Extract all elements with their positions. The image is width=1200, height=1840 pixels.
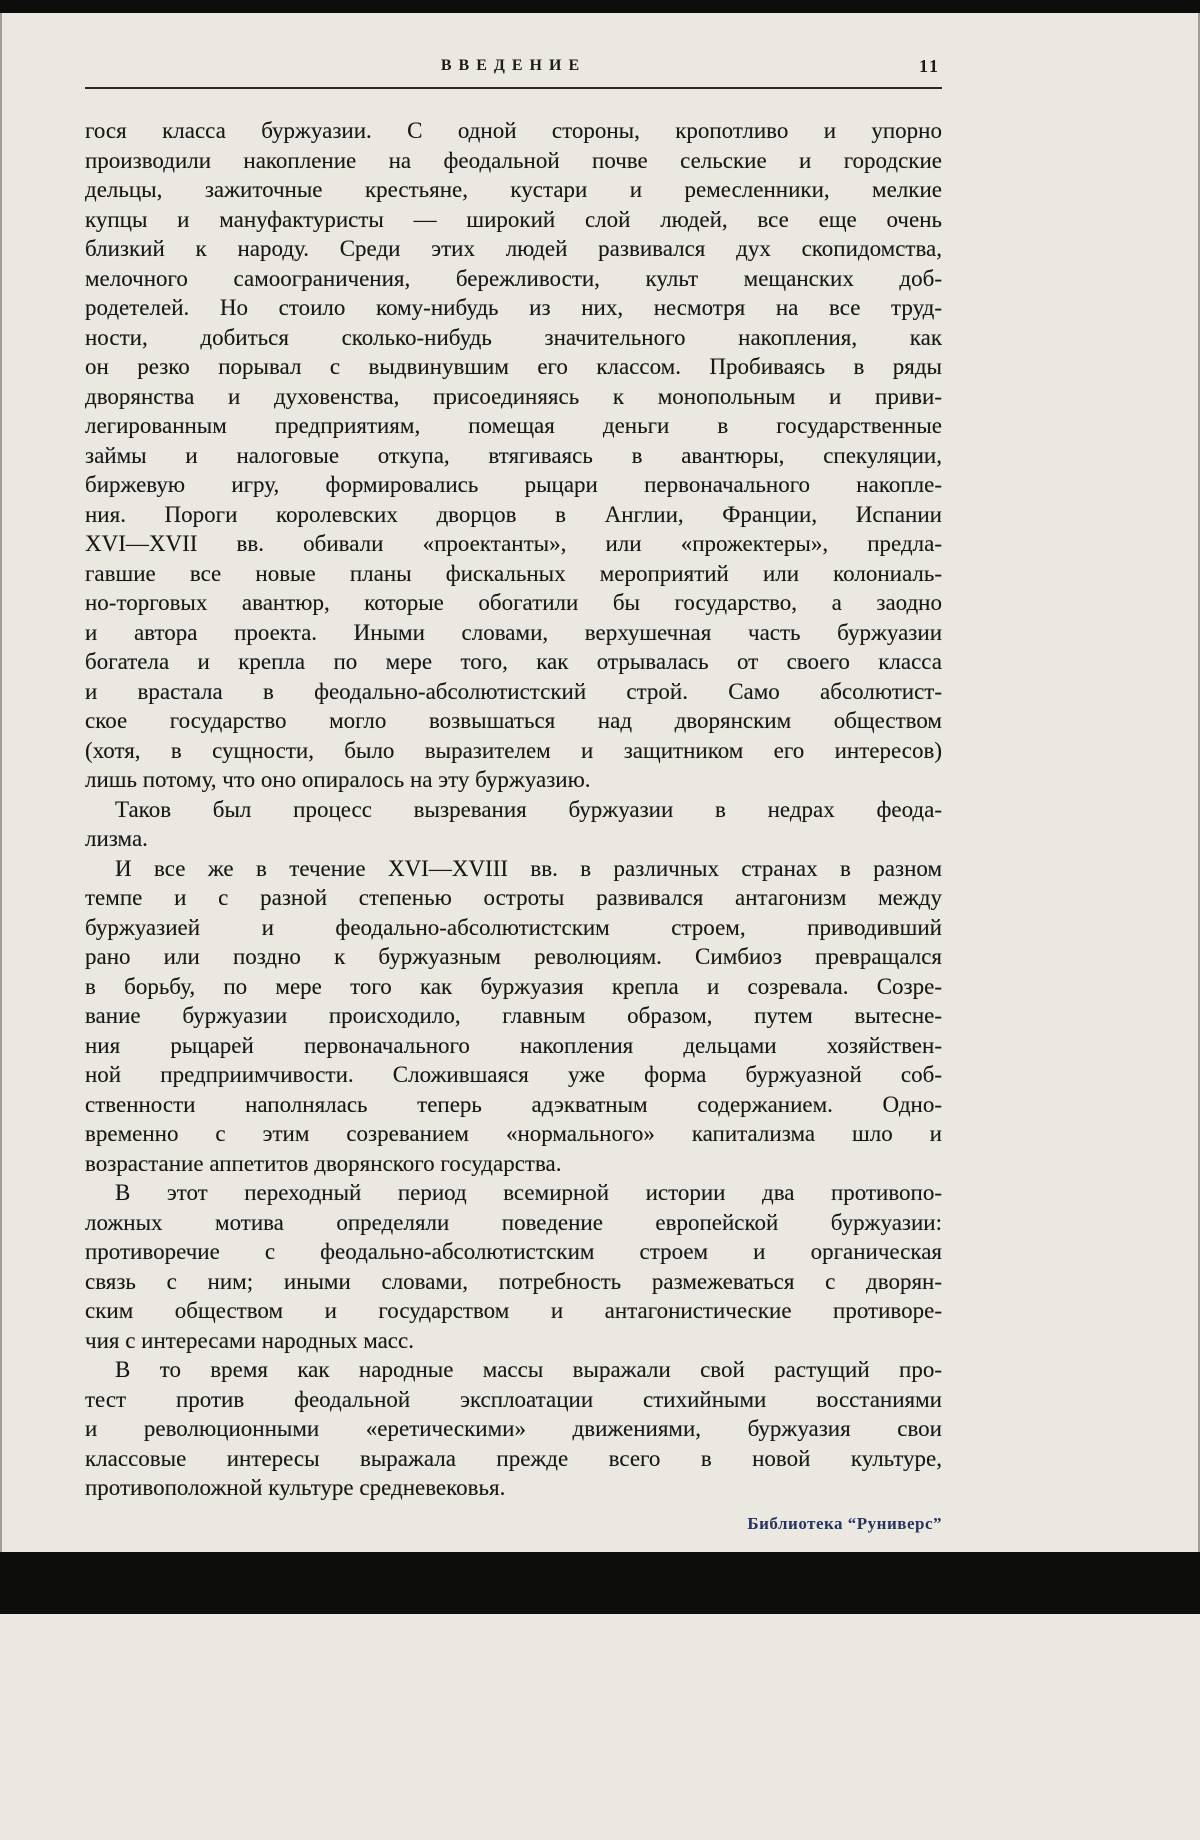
text-line: в борьбу, по мере того как буржуазия крепла и созревала. Созре- [85, 973, 942, 999]
text-line: мелочного самоограничения, бережливости, культ мещанских доб- [85, 265, 942, 291]
text-line: гавшие все новые планы фискальных мероприятий или колониаль- [85, 560, 942, 586]
text-line: чия с интересами народных масс. [85, 1327, 414, 1353]
scan-edge-top [0, 0, 1200, 13]
text-line: дворянства и духовенства, присоединяясь к монопольным и приви- [85, 383, 942, 409]
text-line: и революционными «еретическими» движениями, буржуазия свои [85, 1416, 942, 1441]
paragraph [85, 795, 942, 854]
page-header [85, 57, 942, 83]
text-line: В этот переходный период всемирной истории два противопо- [115, 1180, 942, 1205]
text-line: ложных мотива определяли поведение европейской буржуазии: [85, 1209, 942, 1235]
page-number: 11 [918, 56, 940, 76]
text-line: XVI—XVII вв. обивали «проектанты», или «прожектеры», предла- [85, 531, 942, 556]
text-line: купцы и мануфактуристы — широкий слой людей, все еще очень [85, 206, 942, 232]
text-line: возрастание аппетитов дворянского государства. [85, 1150, 562, 1176]
text-line: лизма. [85, 826, 148, 851]
paragraph [85, 1178, 942, 1355]
text-line: связь с ним; иными словами, потребность размежеваться с дворян- [85, 1268, 942, 1294]
text-line: тест против феодальной эксплоатации стихийными восстаниями [85, 1386, 942, 1412]
text-line: (хотя, в сущности, было выразителем и защитником его интересов) [85, 737, 942, 763]
text-line: близкий к народу. Среди этих людей развивался дух скопидомства, [85, 236, 942, 261]
text-line: буржуазией и феодально-абсолютистским строем, приводивший [85, 914, 942, 940]
body-text [85, 116, 942, 1503]
paragraph [85, 854, 942, 1179]
text-line: И все же в течение XVI—XVIII вв. в различных странах в разном [115, 855, 942, 881]
scan-edge-bottom [0, 1552, 1200, 1614]
text-line: темпе и с разной степенью остроты развивался антагонизм между [85, 885, 942, 910]
text-line: Таков был процесс вызревания буржуазии в недрах феода- [115, 796, 942, 822]
text-line: классовые интересы выражала прежде всего в новой культуре, [85, 1445, 942, 1471]
text-line: ной предприимчивости. Сложившаяся уже форма буржуазной соб- [85, 1062, 942, 1087]
text-line: и врастала в феодально-абсолютистский строй. Само абсолютист- [85, 678, 942, 704]
text-line: вание буржуазии происходило, главным образом, путем вытесне- [85, 1003, 942, 1028]
text-line: производили накопление на феодальной почве сельские и городские [85, 147, 942, 173]
text-line: и автора проекта. Иными словами, верхушечная часть буржуазии [85, 619, 942, 645]
text-line: богатела и крепла по мере того, как отрывалась от своего класса [85, 649, 942, 674]
text-line: ским обществом и государством и антагонистические противоре- [85, 1298, 942, 1323]
text-line: В то время как народные массы выражали свой растущий про- [115, 1357, 942, 1382]
text-line: займы и налоговые откупа, втягиваясь в авантюры, спекуляции, [85, 442, 942, 468]
text-line: дельцы, зажиточные крестьяне, кустари и ремесленники, мелкие [85, 177, 942, 202]
text-line: ния рыцарей первоначального накопления дельцами хозяйствен- [85, 1032, 942, 1058]
text-line: биржевую игру, формировались рыцари первоначального накопле- [85, 472, 942, 497]
text-line: родетелей. Но стоило кому-нибудь из них, несмотря на все труд- [85, 295, 942, 320]
text-line: рано или поздно к буржуазным революциям. Симбиоз превращался [85, 944, 942, 969]
page-footer [85, 1514, 942, 1534]
paragraph [85, 1355, 942, 1503]
text-line: он резко порывал с выдвинувшим его классом. Пробиваясь в ряды [85, 354, 942, 379]
header-rule [85, 87, 942, 89]
text-line: но-торговых авантюр, которые обогатили бы государство, а заодно [85, 590, 942, 615]
scan-edge-left [0, 13, 2, 1614]
text-line: временно с этим созреванием «нормального» капитализма шло и [85, 1121, 942, 1146]
text-line: противоречие с феодально-абсолютистским строем и органическая [85, 1239, 942, 1264]
library-credit: Библиотека “Руниверс” [747, 1514, 942, 1533]
text-line: гося класса буржуазии. С одной стороны, кропотливо и упорно [85, 118, 942, 143]
text-line: легированным предприятиям, помещая деньги в государственные [85, 413, 942, 438]
text-line: ственности наполнялась теперь адэкватным содержанием. Одно- [85, 1091, 942, 1117]
text-line: ности, добиться сколько-нибудь значительного накопления, как [85, 324, 942, 350]
text-line: лишь потому, что оно опиралось на эту буржуазию. [85, 767, 591, 792]
paragraph [85, 116, 942, 795]
text-line: ское государство могло возвышаться над дворянским обществом [85, 708, 942, 733]
running-head: ВВЕДЕНИЕ [440, 57, 587, 74]
text-line: ния. Пороги королевских дворцов в Англии, Франции, Испании [85, 501, 942, 527]
text-line: противоположной культуре средневековья. [85, 1475, 506, 1500]
